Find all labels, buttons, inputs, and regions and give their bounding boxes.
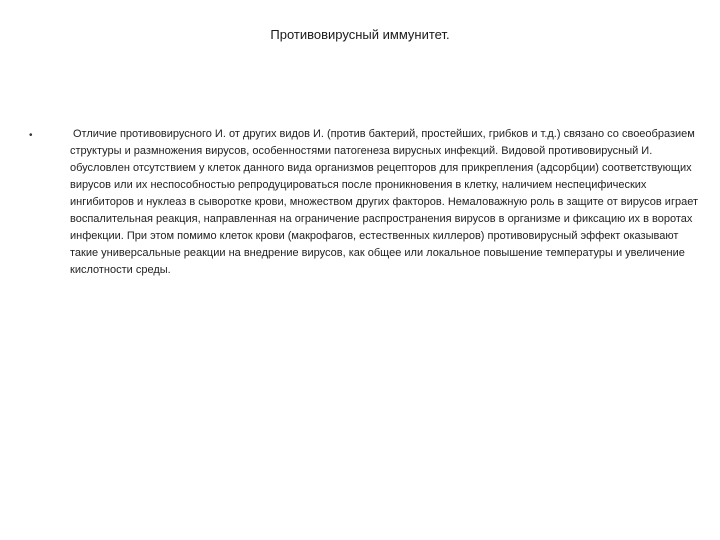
slide-title: Противовирусный иммунитет. xyxy=(270,27,450,42)
body-paragraph: Отличие противовирусного И. от других видов И. (против бактерий, простейших, грибков и т.д.) связано со своеобразием структуры и размножения вирусов, особенностями патогенеза вирусных инфекций. Видовой противовирусный И. обусловлен отсутствием у клеток данного вида организмов рецепторов для прикрепления (адсорбции) соответствующих вирусов или их неспособностью репродуцироваться после проникновения в клетку, наличием неспецифических ингибиторов и нуклеаз в сыворотке крови, множеством других факторов. Немаловажную роль в защите от вирусов играет воспалительная реакция, направленная на ограничение распространения вирусов в организме и фиксацию их в воротах инфекции. При этом помимо клеток крови (макрофагов, естественных киллеров) противовирусный эффект оказывают такие универсальные реакции на внедрение вирусов, как общее или локальное повышение температуры и увеличение кислотности среды. xyxy=(70,128,698,276)
bullet-marker: • xyxy=(29,130,33,141)
